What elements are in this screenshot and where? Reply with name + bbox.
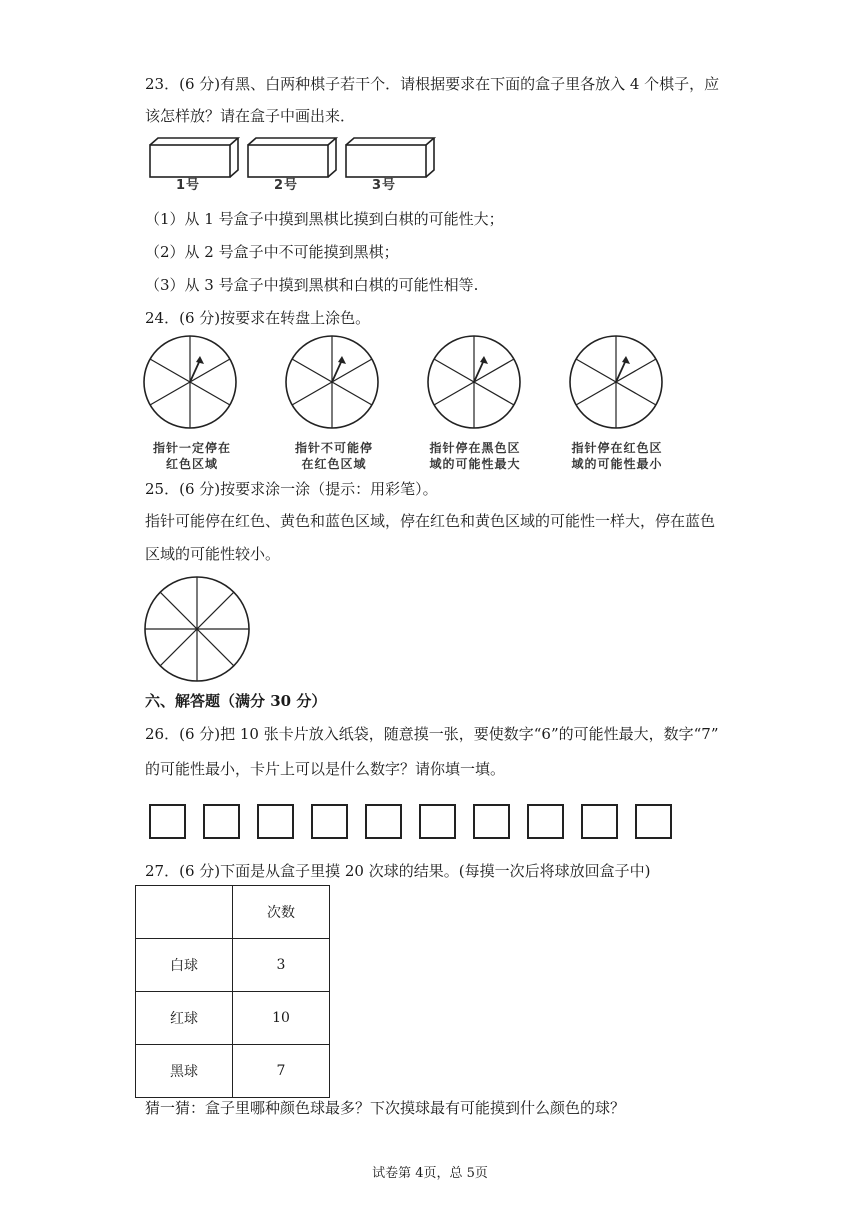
table-row <box>136 1045 330 1098</box>
spinner-1-caption-line1: 指针一定停在 <box>152 441 231 455</box>
q23-item-3: （3）从 3 号盒子中摸到黑棋和白棋的可能性相等. <box>145 276 479 294</box>
spinner-1 <box>142 334 242 434</box>
spinner-3-caption-line2: 域的可能性最大 <box>429 457 521 471</box>
box-3 <box>346 138 434 177</box>
box-label-2: 2号 <box>273 178 299 193</box>
q26-line2: 的可能性最小，卡片上可以是什么数字？请你填一填。 <box>145 760 506 778</box>
card-box-1[interactable] <box>149 804 186 839</box>
spinner-eight-sector <box>143 575 253 685</box>
card-box-3[interactable] <box>257 804 294 839</box>
table-row <box>136 939 330 992</box>
table-cell-count: 10 <box>233 992 330 1045</box>
spinner-4-caption-line1: 指针停在红色区 <box>571 441 663 455</box>
spinner-3 <box>426 334 526 434</box>
table-header-row <box>136 886 330 939</box>
section-6-heading: 六、解答题（满分 30 分） <box>145 692 327 710</box>
card-box-5[interactable] <box>365 804 402 839</box>
table-row <box>136 992 330 1045</box>
table-cell-color: 红球 <box>136 992 233 1045</box>
table-cell-color: 黑球 <box>136 1045 233 1098</box>
q23-item-2: （2）从 2 号盒子中不可能摸到黑棋； <box>145 243 399 261</box>
card-box-10[interactable] <box>635 804 672 839</box>
q23-line2: 该怎样放？请在盒子中画出来． <box>145 107 356 125</box>
q23-line1: 23．(6 分)有黑、白两种棋子若干个．请根据要求在下面的盒子里各放入 4 个棋子，应 <box>145 75 720 93</box>
q26-line1: 26．(6 分)把 10 张卡片放入纸袋，随意摸一张，要使数字“6”的可能性最大，数字“7” <box>145 725 719 743</box>
spinner-1-caption-line2: 红色区域 <box>165 457 218 471</box>
spinner-4-caption-line2: 域的可能性最小 <box>571 457 663 471</box>
card-box-9[interactable] <box>581 804 618 839</box>
spinner-2-caption-line2: 在红色区域 <box>301 457 367 471</box>
box-label-1: 1号 <box>175 178 201 193</box>
table-header-count: 次数 <box>233 886 330 939</box>
q27-title: 27．(6 分)下面是从盒子里摸 20 次球的结果。(每摸一次后将球放回盒子中) <box>145 862 651 880</box>
q25-title: 25．(6 分)按要求涂一涂（提示：用彩笔）。 <box>145 480 438 498</box>
boxes-illustration <box>148 137 448 182</box>
box-1 <box>150 138 238 177</box>
box-2 <box>248 138 336 177</box>
spinner-4-caption <box>552 440 682 472</box>
table-cell-count: 3 <box>233 939 330 992</box>
q27-question: 猜一猜：盒子里哪种颜色球最多？下次摸球最有可能摸到什么颜色的球？ <box>145 1099 626 1117</box>
card-box-7[interactable] <box>473 804 510 839</box>
card-box-2[interactable] <box>203 804 240 839</box>
spinner-2-caption <box>276 440 392 472</box>
spinner-1-caption <box>134 440 250 472</box>
spinner-2 <box>284 334 384 434</box>
card-box-8[interactable] <box>527 804 564 839</box>
table-header-empty <box>136 886 233 939</box>
page-footer: 试卷第 4页，总 5页 <box>372 1166 488 1181</box>
table-cell-count: 7 <box>233 1045 330 1098</box>
q24-title: 24．(6 分)按要求在转盘上涂色。 <box>145 309 371 327</box>
spinner-3-caption-line1: 指针停在黑色区 <box>429 441 521 455</box>
box-label-3: 3号 <box>371 178 397 193</box>
q25-line2: 区域的可能性较小。 <box>145 545 281 563</box>
table-cell-color: 白球 <box>136 939 233 992</box>
spinner-4 <box>568 334 668 434</box>
spinner-2-caption-line1: 指针不可能停 <box>294 441 373 455</box>
q25-line1: 指针可能停在红色、黄色和蓝色区域，停在红色和黄色区域的可能性一样大，停在蓝色 <box>145 512 716 530</box>
card-box-4[interactable] <box>311 804 348 839</box>
card-box-6[interactable] <box>419 804 456 839</box>
spinner-3-caption <box>410 440 540 472</box>
q23-item-1: （1）从 1 号盒子中摸到黑棋比摸到白棋的可能性大； <box>145 210 504 228</box>
results-table <box>135 885 330 1098</box>
